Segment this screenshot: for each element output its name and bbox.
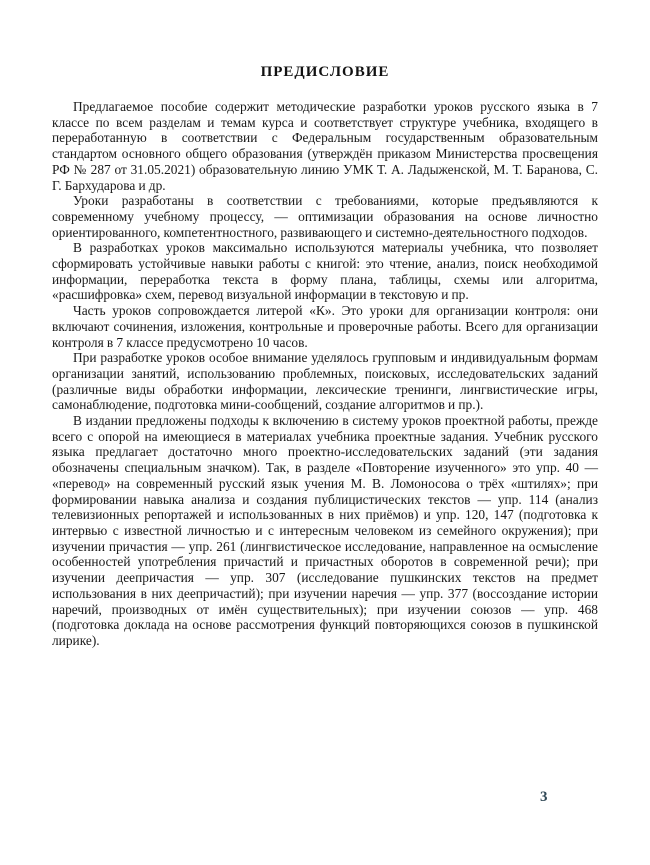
paragraph-6: В издании предложены подходы к включению в систему уроков проектной работы, прежде всего с опорой на имеющиеся в материалах учебника проектные задания. Учебник русского языка предлагает достаточно много проектно-исследовательских заданий (эти задания обозначены специальным значком). Так, в разделе «Повторение изученного» это упр. 40 — «перевод» на современный русский язык учения М. В. Ломоносова о трёх «штилях»; при формировании навыка анализа и создания публицистических текстов — упр. 114 (анализ телевизионных репортажей и использованных в них приёмов) и упр. 120, 147 (подготовка к интервью с известной личностью и с интересным человеком из семейного окружения); при изучении причастия — упр. 261 (лингвистическое исследование, направленное на осмысление особенностей употребления причастий и причастных оборотов в современной речи); при изучении деепричастия — упр. 307 (исследование пушкинских текстов на предмет использования в них деепричастий); при изучении наречия — упр. 377 (воссоздание истории наречий, производных от имён существительных); при изучении союзов — упр. 468 (подготовка доклада на основе рассмотрения функций повторяющихся союзов в пушкинской лирике).: [52, 413, 598, 648]
page-number: 3: [540, 789, 548, 805]
page-title: ПРЕДИСЛОВИЕ: [260, 64, 390, 80]
paragraph-3: В разработках уроков максимально используются материалы учебника, что позволяет сформировать устойчивые навыки работы с книгой: это чтение, анализ, поиск необходимой информации, переработка текста в форму плана, таблицы, схемы или алгоритма, «расшифровка» схем, перевод визуальной информации в текстовую и пр.: [52, 240, 598, 303]
paragraph-4: Часть уроков сопровождается литерой «К». Это уроки для организации контроля: они включают сочинения, изложения, контрольные и проверочные работы. Всего для организации контроля в 7 классе предусмотрено 10 часов.: [52, 303, 598, 350]
paragraph-1: Предлагаемое пособие содержит методические разработки уроков русского языка в 7 классе по всем разделам и темам курса и соответствует структуре учебника, входящего в переработанную в соответствии с Федеральным государственным образовательным стандартом основного общего образования (утверждён приказом Министерства просвещения РФ № 287 от 31.05.2021) образовательную линию УМК Т. А. Ладыженской, М. Т. Баранова, С. Г. Бархударова и др.: [52, 99, 598, 193]
paragraph-2: Уроки разработаны в соответствии с требованиями, которые предъявляются к современному учебному процессу, — оптимизации образования на основе личностно ориентированного, компетентностного, развивающего и системно-деятельностного подходов.: [52, 193, 598, 240]
paragraph-5: При разработке уроков особое внимание уделялось групповым и индивидуальным формам организации занятий, использованию проблемных, поисковых, исследовательских заданий (различные виды обработки информации, лексические тренинги, лингвистические игры, самонаблюдение, подготовка мини-сообщений, создание алгоритмов и пр.).: [52, 350, 598, 413]
preface-body: [52, 99, 598, 649]
